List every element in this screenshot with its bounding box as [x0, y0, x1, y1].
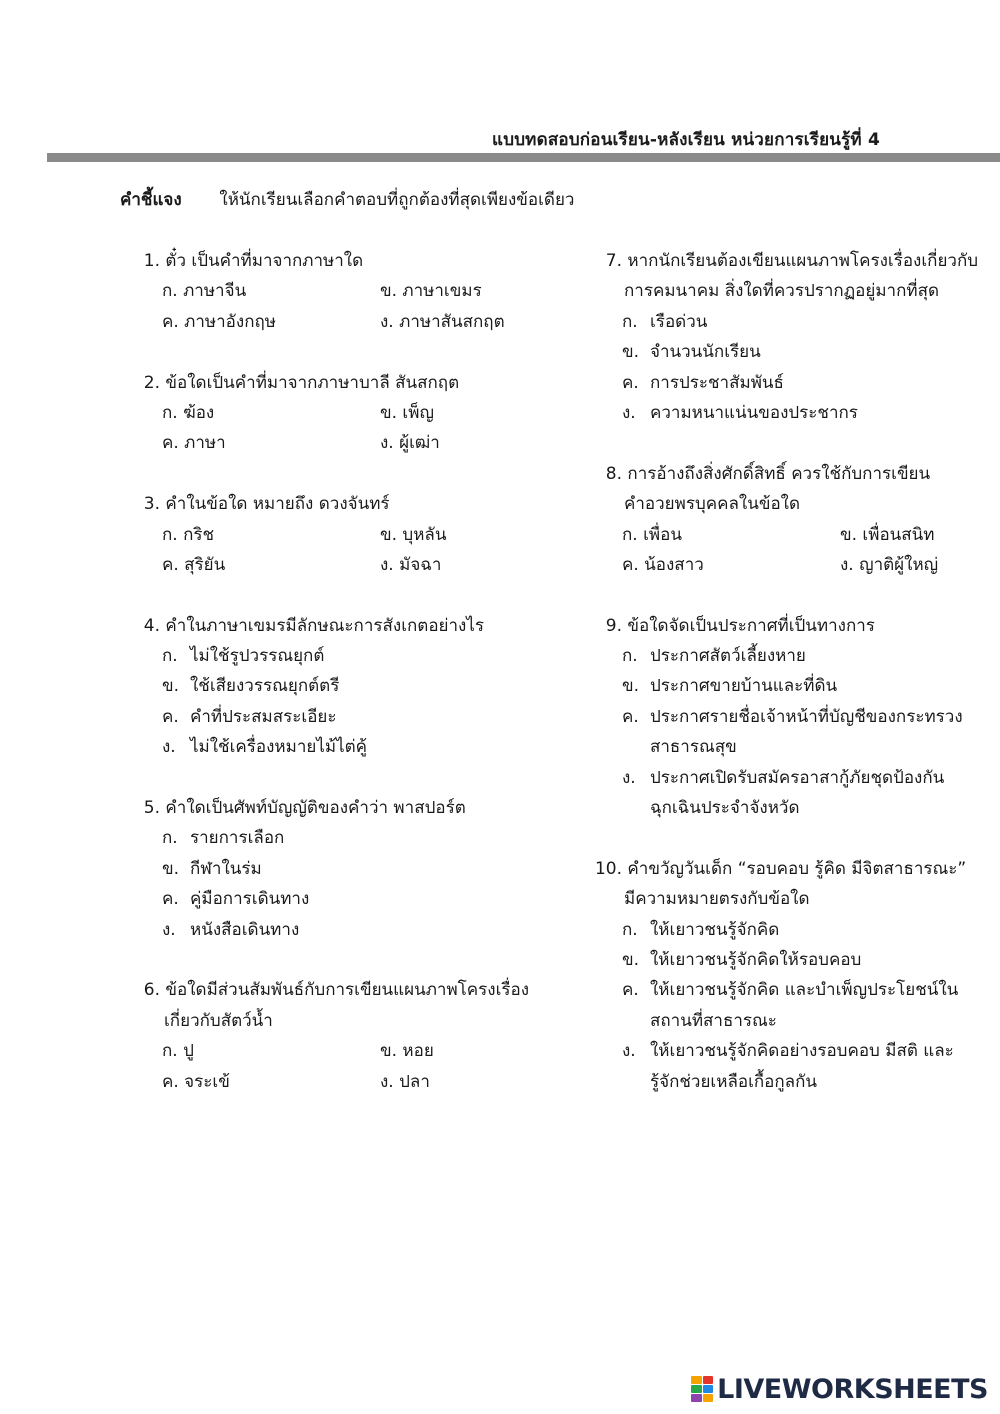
question-7 [594, 246, 994, 428]
question-text-line [138, 368, 558, 398]
option-row [594, 307, 994, 337]
option-key: ค. [162, 889, 179, 910]
question-number: 9. [605, 615, 622, 636]
option-text: การประชาสัมพันธ์ [650, 372, 784, 393]
question-number: 5. [143, 798, 160, 819]
option-row [594, 793, 994, 823]
option-choice: ก. ปู [162, 1041, 194, 1062]
option-key: ข. [622, 342, 640, 363]
option-text: สาธารณสุข [650, 737, 737, 758]
option-choice: ง. ภาษาสันสกฤต [380, 311, 505, 332]
question-text: ข้อใดจัดเป็นประกาศที่เป็นทางการ [627, 615, 875, 636]
question-text: คำในข้อใด หมายถึง ดวงจันทร์ [165, 494, 390, 515]
option-text: ให้เยาวชนรู้จักคิด [650, 919, 780, 940]
option-key: ง. [622, 402, 636, 423]
option-key: ค. [622, 372, 639, 393]
option-key: ก. [162, 646, 178, 667]
question-number: 3. [143, 494, 160, 515]
option-choice: ข. เพ็ญ [380, 402, 434, 423]
question-text: คำในภาษาเขมรมีลักษณะการสังเกตอย่างไร [165, 615, 485, 636]
option-row [138, 398, 558, 428]
option-row [594, 398, 994, 428]
question-text-line [138, 489, 558, 519]
option-row [138, 307, 558, 337]
liveworksheets-logo-icon [691, 1376, 713, 1402]
option-choice: ค. จระเข้ [162, 1071, 230, 1092]
question-6 [138, 975, 558, 1097]
question-4 [138, 611, 558, 763]
option-row [138, 702, 558, 732]
question-number: 4. [143, 615, 160, 636]
question-9 [594, 611, 994, 824]
question-text-line [594, 246, 994, 276]
option-text: ไม่ใช้เครื่องหมายไม้ไต่คู้ [190, 737, 368, 758]
option-row [594, 1067, 994, 1097]
option-text: ใช้เสียงวรรณยุกต์ตรี [190, 676, 340, 697]
question-number: 2. [143, 372, 160, 393]
question-number: 10. [594, 858, 622, 879]
instruction [120, 186, 574, 213]
option-row [138, 823, 558, 853]
option-key: ก. [622, 646, 638, 667]
logo-text: LIVEWORKSHEETS [717, 1373, 988, 1405]
option-text: ประกาศขายบ้านและที่ดิน [650, 676, 838, 697]
option-row [594, 550, 994, 580]
question-text-line [138, 246, 558, 276]
option-row [138, 1036, 558, 1066]
option-row [138, 641, 558, 671]
questions-column-right [594, 246, 994, 1127]
option-key: ข. [622, 949, 640, 970]
option-key: ข. [162, 676, 180, 697]
option-text: สถานที่สาธารณะ [650, 1010, 777, 1031]
option-row [594, 1036, 994, 1066]
option-text: คู่มือการเดินทาง [190, 889, 310, 910]
option-row [138, 520, 558, 550]
question-text: ตั๋ว เป็นคำที่มาจากภาษาใด [165, 251, 364, 271]
option-text: ประกาศรายชื่อเจ้าหน้าที่บัญชีของกระทรวง [650, 706, 963, 727]
instruction-label: คำชี้แจง [120, 190, 182, 210]
question-text-line [138, 975, 558, 1005]
option-row [138, 550, 558, 580]
option-choice: ง. ผู้เฒ่า [380, 433, 440, 454]
option-text: ให้เยาวชนรู้จักคิดอย่างรอบคอบ มีสติ และ [650, 1041, 954, 1062]
option-choice: ค. สุริยัน [162, 554, 226, 575]
question-text-line [594, 884, 994, 914]
option-choice: ค. ภาษาอังกฤษ [162, 311, 276, 332]
option-choice: ก. กริช [162, 524, 215, 545]
option-row [594, 520, 994, 550]
option-text: ให้เยาวชนรู้จักคิดให้รอบคอบ [650, 949, 862, 970]
question-number: 6. [143, 980, 160, 1001]
option-row [594, 732, 994, 762]
option-choice: ค. ภาษา [162, 433, 226, 454]
question-1 [138, 246, 558, 337]
option-row [594, 945, 994, 975]
question-number: 1. [143, 251, 160, 271]
option-row [138, 1067, 558, 1097]
question-text: การอ้างถึงสิ่งศักดิ์สิทธิ์ ควรใช้กับการเขียน [627, 463, 931, 484]
option-text: รู้จักช่วยเหลือเกื้อกูลกัน [650, 1071, 818, 1092]
instruction-text: ให้นักเรียนเลือกคำตอบที่ถูกต้องที่สุดเพียงข้อเดียว [219, 190, 575, 210]
option-key: ก. [622, 311, 638, 332]
option-row [594, 763, 994, 793]
question-10 [594, 854, 994, 1097]
option-key: ค. [162, 706, 179, 727]
option-row [138, 884, 558, 914]
question-text: การคมนาคม สิ่งใดที่ควรปรากฏอยู่มากที่สุด [624, 281, 939, 302]
option-key: ข. [162, 858, 180, 879]
option-choice: ข. บุหลัน [380, 524, 447, 545]
option-row [594, 975, 994, 1005]
option-key: ง. [622, 1041, 636, 1062]
question-text-line [594, 276, 994, 306]
liveworksheets-logo [691, 1374, 988, 1404]
option-key: ค. [622, 706, 639, 727]
option-choice: ข. เพื่อนสนิท [840, 524, 935, 545]
question-text: คำใดเป็นศัพท์บัญญัติของคำว่า พาสปอร์ต [165, 798, 466, 819]
option-text: กีฬาในร่ม [190, 858, 262, 879]
option-row [138, 428, 558, 458]
option-text: หนังสือเดินทาง [190, 919, 300, 940]
option-text: ประกาศเปิดรับสมัครอาสากู้ภัยชุดป้องกัน [650, 767, 945, 788]
option-row [594, 1006, 994, 1036]
question-text: คำขวัญวันเด็ก “รอบคอบ รู้คิด มีจิตสาธารณะ” [627, 858, 967, 879]
question-3 [138, 489, 558, 580]
option-key: ง. [162, 737, 176, 758]
option-row [594, 368, 994, 398]
option-row [594, 337, 994, 367]
option-choice: ง. มัจฉา [380, 554, 442, 575]
question-text-line [138, 611, 558, 641]
option-text: รายการเลือก [190, 828, 285, 849]
question-text: เกี่ยวกับสัตว์น้ำ [164, 1010, 273, 1031]
option-row [138, 915, 558, 945]
option-row [594, 915, 994, 945]
option-row [138, 854, 558, 884]
option-key: ก. [162, 828, 178, 849]
option-text: จำนวนนักเรียน [650, 342, 761, 363]
option-key: ข. [622, 676, 640, 697]
option-text: ประกาศสัตว์เลี้ยงหาย [650, 646, 806, 667]
question-8 [594, 459, 994, 581]
option-choice: ก. ฆ้อง [162, 402, 215, 423]
option-choice: ง. ญาติผู้ใหญ่ [840, 554, 939, 575]
question-text: ข้อใดมีส่วนสัมพันธ์กับการเขียนแผนภาพโครงเรื่อง [165, 980, 530, 1001]
question-number: 7. [605, 251, 622, 271]
question-2 [138, 368, 558, 459]
questions-column-left [138, 246, 558, 1127]
option-row [138, 732, 558, 762]
option-choice: ข. หอย [380, 1041, 434, 1062]
option-text: ความหนาแน่นของประชากร [650, 402, 858, 423]
question-text-line [594, 489, 994, 519]
option-text: คำที่ประสมสระเอียะ [190, 706, 337, 727]
option-choice: ง. ปลา [380, 1071, 430, 1092]
option-key: ง. [162, 919, 176, 940]
question-text-line [138, 793, 558, 823]
option-key: ง. [622, 767, 636, 788]
question-number: 8. [605, 463, 622, 484]
option-text: เรือด่วน [650, 311, 708, 332]
option-key: ค. [622, 980, 639, 1001]
option-row [138, 276, 558, 306]
option-row [594, 702, 994, 732]
page-header-title: แบบทดสอบก่อนเรียน-หลังเรียน หน่วยการเรียนรู้ที่ 4 [492, 130, 880, 150]
header-rule [47, 153, 1000, 162]
option-row [138, 671, 558, 701]
question-text-line [594, 459, 994, 489]
option-choice: ค. น้องสาว [622, 554, 704, 575]
option-choice: ก. เพื่อน [622, 524, 682, 545]
question-text: มีความหมายตรงกับข้อใด [624, 889, 810, 910]
question-5 [138, 793, 558, 945]
option-choice: ข. ภาษาเขมร [380, 281, 482, 302]
option-text: ให้เยาวชนรู้จักคิด และบำเพ็ญประโยชน์ใน [650, 980, 959, 1001]
question-text-line [594, 854, 994, 884]
option-text: ฉุกเฉินประจำจังหวัด [650, 798, 800, 819]
option-text: ไม่ใช้รูปวรรณยุกต์ [190, 646, 325, 667]
option-key: ก. [622, 919, 638, 940]
question-text: ข้อใดเป็นคำที่มาจากภาษาบาลี สันสกฤต [165, 372, 460, 393]
option-row [594, 641, 994, 671]
question-text-line [138, 1006, 558, 1036]
option-choice: ก. ภาษาจีน [162, 281, 247, 302]
question-text: คำอวยพรบุคคลในข้อใด [624, 494, 801, 515]
question-text-line [594, 611, 994, 641]
question-text: หากนักเรียนต้องเขียนแผนภาพโครงเรื่องเกี่ยวกับ [627, 251, 979, 271]
option-row [594, 671, 994, 701]
